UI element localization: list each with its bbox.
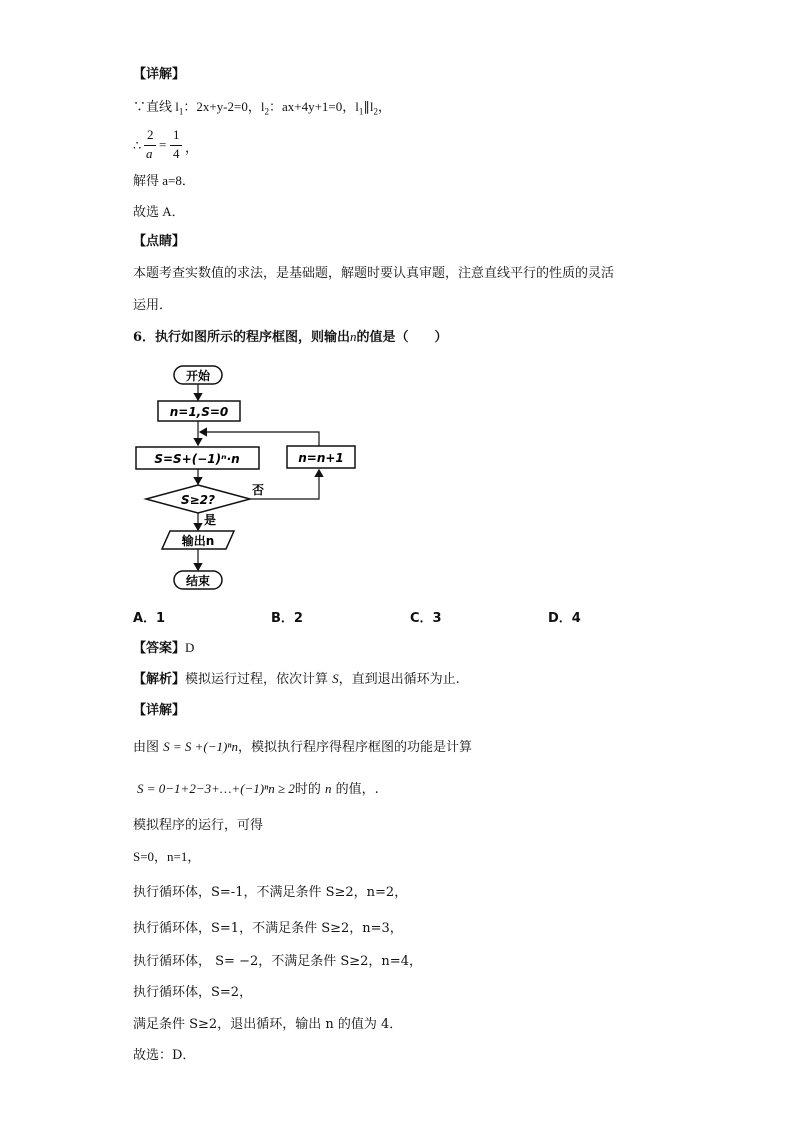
detail-line-2 <box>137 780 379 799</box>
analysis-label: 【解析】 <box>133 672 186 687</box>
text-seg: ∥l <box>363 99 374 114</box>
condition-label: S≥2? <box>180 493 216 507</box>
option-a: A．1 <box>133 611 166 626</box>
detail-line-9: 满足条件 S≥2，退出循环，输出 n 的值为 4． <box>133 1017 403 1032</box>
frac1-denominator: a <box>146 146 153 161</box>
yes-label: 是 <box>204 513 217 527</box>
program-flowchart <box>130 360 370 592</box>
formula-recursion: S = S +(−1)ⁿn <box>163 739 238 754</box>
detail-heading: 【详解】 <box>133 703 186 718</box>
answer-label: 【答案】 <box>133 641 186 656</box>
end-label: 结束 <box>185 574 211 588</box>
text-seg: ：2x+y-2=0，l <box>183 99 265 114</box>
question-text: 6．执行如图所示的程序框图，则输出 <box>133 330 351 345</box>
start-label: 开始 <box>185 369 211 383</box>
detail-heading-prev: 【详解】 <box>133 67 186 82</box>
detail-line-7: 执行循环体， S= −2，不满足条件 S≥2，n=4， <box>133 954 422 969</box>
detail-text: 时的 <box>294 782 325 797</box>
subscript: 2 <box>373 106 378 117</box>
therefore-symbol: ∴ <box>133 138 142 153</box>
frac2-denominator: 4 <box>173 146 180 161</box>
text-seg: ：ax+4y+1=0，l <box>268 99 359 114</box>
frac1-numerator: 2 <box>147 127 154 142</box>
comment-heading: 【点睛】 <box>133 234 186 249</box>
update-n-label: n=n+1 <box>298 451 344 465</box>
equals-sign: = <box>159 137 167 152</box>
no-label: 否 <box>252 483 265 497</box>
var-n: n <box>350 329 357 344</box>
analysis-text: 模拟运行过程，依次计算 <box>185 672 333 687</box>
subscript: 1 <box>358 106 364 117</box>
detail-line-10: 故选：D． <box>133 1048 196 1063</box>
detail-line-1 <box>133 738 472 757</box>
detail-line-6: 执行循环体，S=1，不满足条件 S≥2，n=3， <box>133 921 403 936</box>
detail-line-3: 模拟程序的运行，可得 <box>133 818 264 833</box>
var-s: S <box>332 671 339 686</box>
comment-line-1: 本题考查实数值的求法，是基础题，解题时要认真审题，注意直线平行的性质的灵活 <box>133 266 615 281</box>
frac-comma: ， <box>185 140 199 155</box>
detail-line-8: 执行循环体，S=2， <box>133 985 253 1000</box>
answer-value: D <box>185 640 195 655</box>
option-d: D．4 <box>548 611 581 626</box>
var-n: n <box>325 781 332 796</box>
analysis-tail: ，直到退出循环为止. <box>338 672 460 687</box>
detail-text: 的值，. <box>331 782 379 797</box>
comment-line-2: 运用． <box>133 298 173 313</box>
subscript: 2 <box>264 106 269 117</box>
answer-line <box>133 639 194 658</box>
text-seg: ∵直线 l <box>133 99 179 114</box>
subscript: 1 <box>178 106 184 117</box>
arrow-loop-back <box>200 432 319 446</box>
update-s-label: S=S+(−1)ⁿ·n <box>154 452 240 466</box>
solve-line: 解得 a=8． <box>133 173 195 188</box>
question-tail: 的值是（ ） <box>356 330 448 345</box>
detail-line-4: S=0，n=1， <box>133 849 201 864</box>
init-label: n=1,S=0 <box>169 405 229 419</box>
option-c: C．3 <box>410 611 442 626</box>
choose-line: 故选 A． <box>133 204 185 219</box>
option-b: B．2 <box>271 611 303 626</box>
formula-sum: S = 0−1+2−3+…+(−1)ⁿn ≥ 2 <box>137 781 295 796</box>
detail-text: ，模拟执行程序得程序框图的功能是计算 <box>237 740 472 755</box>
frac2-numerator: 1 <box>173 127 180 142</box>
question-6-stem <box>133 328 448 347</box>
detail-line-5: 执行循环体，S=-1，不满足条件 S≥2，n=2， <box>133 885 408 900</box>
parallel-lines-statement <box>133 98 391 121</box>
text-seg: ， <box>378 99 392 114</box>
detail-text: 由图 <box>133 740 164 755</box>
output-label: 输出n <box>181 534 215 548</box>
analysis-line <box>133 670 460 689</box>
